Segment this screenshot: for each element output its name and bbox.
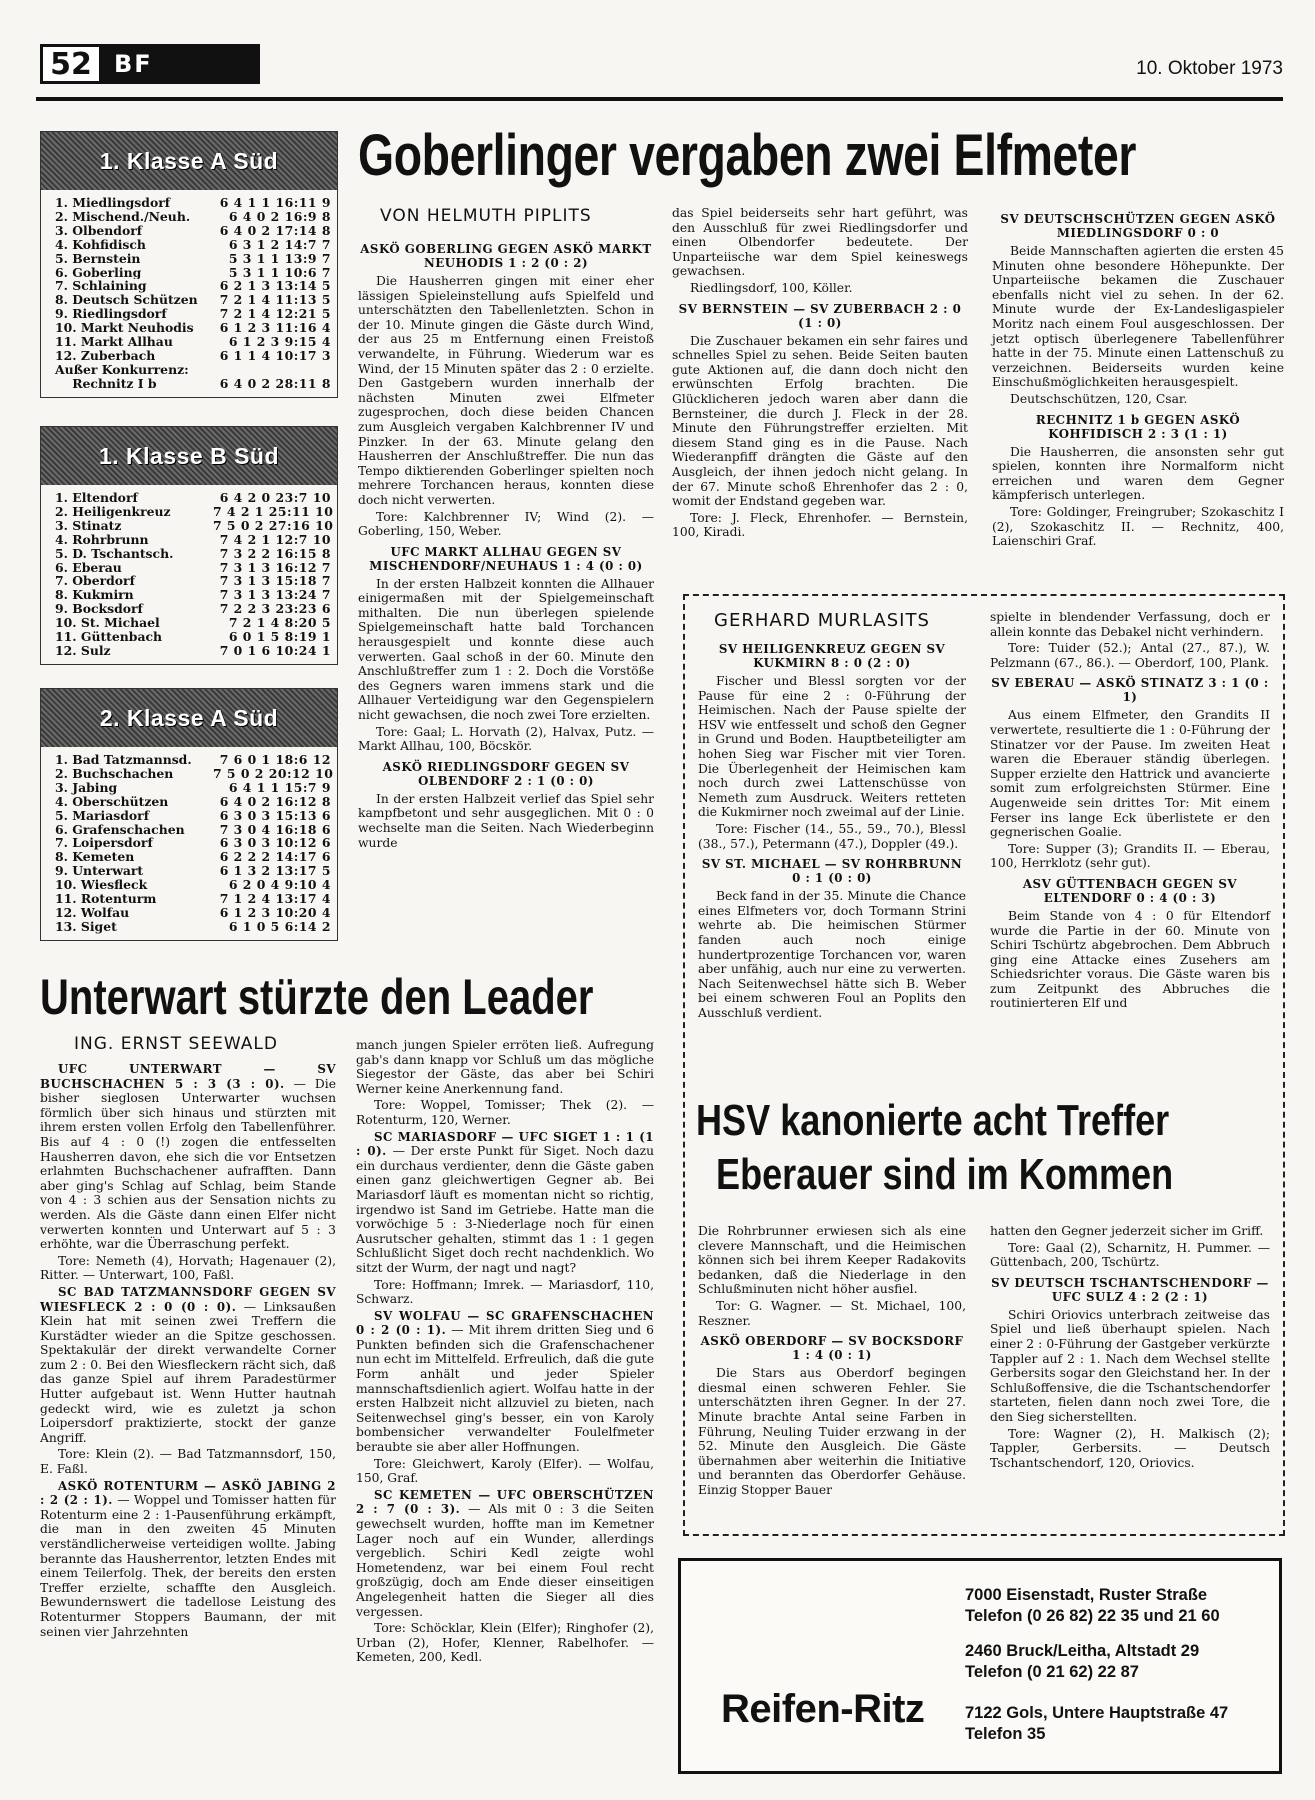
article-column — [992, 206, 1284, 551]
team-name: 12. Zuberbach — [55, 348, 156, 363]
paragraph: manch jungen Spieler erröten ließ. Aufregung gab's dann knapp vor Schluß um das mögliche Siegestor der Gäste, das aber bei Schiri Werner keine Anerkennung fand. — [356, 1038, 654, 1096]
paragraph: Tor: G. Wagner. — St. Michael, 100, Reszner. — [698, 1298, 966, 1328]
team-name: 10. Wiesfleck — [55, 878, 148, 893]
paragraph: Tore: Klein (2). — Bad Tatzmannsdorf, 150, E. Faßl. — [40, 1447, 336, 1477]
match-heading: SC KEMETEN — UFC OBERSCHÜTZEN 2 : 7 (0 : 3). — [356, 1487, 654, 1517]
team-stats: 6 2 2 2 14:17 6 — [219, 849, 331, 865]
standings-row — [55, 588, 331, 602]
article-column — [672, 206, 968, 542]
standings-row — [55, 307, 331, 321]
paragraph: Beide Mannschaften agierten die ersten 45 Minuten ohne besondere Höhepunkte. Der Unparteiische bekamen die Zuschauer ebenfalls nicht viel zu sehen. In der 62. Minute wurde der Ex-Landesligaspieler Moritz nach einem Foul ausgeschlossen. Der jetzt optisch überlegenere Tabellenführer hatte in der 75. Minute einen Lattenschuß zu verzeichnen. Beiderseits wurden keine Einschußmöglichkeiten herausgespielt. — [992, 244, 1284, 390]
match-report: SV WOLFAU — SC GRAFENSCHACHEN 0 : 2 (0 : 1). — Mit ihrem dritten Sieg und 6 Punkten befinden sich die Grafenschachener nun echt im Mittelfeld. Erfreulich, daß die gute Form anhält und jeder Spieler mannschaftsdienlich agiert. Wolfau hatte in der ersten Halbzeit nicht allzuviel zu bieten, nach Seitenwechsel ging's besser, ein von Karoly bombensicher verwandelter Foulelfmeter beraubte sie aber aller Hoffnungen. — [356, 1308, 654, 1455]
match-heading: ASKÖ GOBERLING GEGEN ASKÖ MARKT NEUHODIS 1 : 2 (0 : 2) — [360, 242, 652, 270]
paragraph: Tore: Hoffmann; Imrek. — Mariasdorf, 110, Schwarz. — [356, 1277, 654, 1307]
standings-title: 1. Klasse B Süd — [41, 427, 337, 485]
standings-row — [55, 765, 334, 781]
headline-eberauer: Eberauer sind im Kommen — [716, 1150, 1174, 1199]
team-name: 11. Markt Allhau — [55, 335, 173, 349]
team-stats: 7 1 2 4 13:17 4 — [219, 891, 331, 907]
article-column — [990, 610, 1270, 1013]
match-heading: SV ST. MICHAEL — SV ROHRBRUNN 0 : 1 (0 : 0) — [701, 857, 963, 886]
team-name: 2. Heiligenkreuz — [55, 504, 171, 519]
team-name: 4. Rohrbrunn — [55, 532, 149, 547]
team-stats: 6 3 1 2 14:7 7 — [228, 236, 331, 252]
team-name: 8. Deutsch Schützen — [55, 293, 198, 308]
standings-row — [55, 279, 331, 293]
ad-brand-logo: Reifen-Ritz — [721, 1687, 925, 1731]
team-name: 10. St. Michael — [55, 616, 160, 631]
standings-row — [55, 630, 331, 644]
team-name: 3. Jabing — [55, 780, 118, 795]
standings-table-2 — [40, 426, 338, 665]
standings-row — [55, 517, 334, 533]
standings-title: 1. Klasse A Süd — [41, 132, 337, 190]
paragraph: das Spiel beiderseits sehr hart geführt, was den Ausschluß für zwei Riedlingsdorfer und einen Olbendorfer bedeutete. Der Unparteiische war dem Spiel keineswegs gewachsen. — [672, 206, 968, 279]
paragraph: Tore: Gaal (2), Scharnitz, H. Pummer. — Güttenbach, 200, Tschürtz. — [990, 1240, 1270, 1270]
page-number: 52 — [40, 44, 102, 84]
byline: GERHARD MURLASITS — [714, 610, 930, 631]
article-column — [40, 1062, 336, 1641]
standings-row-extra — [55, 377, 331, 391]
match-heading: SV BERNSTEIN — SV ZUBERBACH 2 : 0 (1 : 0) — [678, 301, 962, 330]
team-name: 4. Kohfidisch — [55, 237, 146, 252]
team-name: 7. Schlaining — [55, 279, 147, 294]
team-name: 8. Kukmirn — [55, 588, 134, 603]
team-stats: 5 3 1 1 10:6 7 — [228, 264, 331, 280]
standings-row — [55, 210, 331, 224]
team-name: 4. Oberschützen — [55, 794, 169, 809]
paragraph: Riedlingsdorf, 100, Köller. — [690, 280, 853, 295]
team-name: 2. Mischend./Neuh. — [55, 209, 191, 224]
ad-address: 7000 Eisenstadt, Ruster Straße — [965, 1586, 1208, 1604]
section-label: BF — [102, 44, 260, 84]
team-stats: 6 2 0 4 9:10 4 — [228, 877, 331, 893]
standings-row — [55, 574, 331, 588]
match-heading: ASV GÜTTENBACH GEGEN SV ELTENDORF 0 : 4 (0 : 3) — [1022, 876, 1238, 905]
article-column — [356, 1038, 654, 1667]
team-name: 10. Markt Neuhodis — [55, 321, 194, 336]
match-heading: ASKÖ RIEDLINGSDORF GEGEN SV OLBENDORF 2 : 1 (0 : 0) — [382, 759, 630, 788]
standings-row — [55, 878, 331, 892]
standings-table-3 — [40, 688, 338, 941]
standings-body — [41, 190, 337, 397]
paragraph: Tore: Gaal; L. Horvath (2), Halvax, Putz. — Markt Allhau, 100, Böcskör. — [358, 724, 654, 754]
standings-row — [55, 321, 331, 335]
team-name: 1. Bad Tatzmannsd. — [55, 753, 192, 767]
match-heading: SV WOLFAU — SC GRAFENSCHACHEN 0 : 2 (0 : 1). — [356, 1308, 654, 1338]
paragraph: Tore: Fischer (14., 55., 59., 70.), Blessl (38., 57.), Petermann (47.), Doppler (49.). — [698, 821, 966, 851]
team-stats: 6 1 0 5 6:14 2 — [228, 918, 331, 934]
match-heading: UFC MARKT ALLHAU GEGEN SV MISCHENDORF/NEUHAUS 1 : 4 (0 : 0) — [369, 544, 643, 573]
team-stats: 6 4 0 2 16:9 8 — [228, 208, 331, 224]
paragraph: Die Hausherren, die ansonsten sehr gut spielen, konnten ihre Normalform nicht erreichen und waren dem Gegner kämpferisch unterlegen. — [992, 444, 1284, 503]
team-stats: 7 3 1 3 16:12 7 — [219, 559, 331, 575]
match-heading: RECHNITZ 1 b GEGEN ASKÖ KOHFIDISCH 2 : 3 (1 : 1) — [1035, 412, 1241, 441]
paragraph: hatten den Gegner jederzeit sicher im Griff. — [990, 1224, 1264, 1238]
team-stats: 7 3 1 3 15:18 7 — [219, 573, 331, 589]
team-stats: 7 0 1 6 10:24 1 — [219, 642, 331, 658]
standings-row — [55, 781, 331, 795]
paragraph: Die Zuschauer bekamen ein sehr faires und schnelles Spiel zu sehen. Beide Seiten bauten gute Aktionen auf, die dann doch nicht den erwünschten Erfolg brachten. Die Glücklicheren jedoch waren aber dann die Bernsteiner, die durch J. Fleck in der 28. Minute den Führungstreffer erzielten. Mit diesem Stand ging es in die Pause. Nach Wiederanpfiff drängten die Gäste auf den Ausgleich, der ihnen jedoch nicht gelang. In der 67. Minute schoß Ehrenhofer das 2 : 0, womit der Endstand gegeben war. — [672, 333, 968, 509]
team-name: 9. Unterwart — [55, 864, 144, 879]
match-heading: ASKÖ ROTENTURM — ASKÖ JABING 2 : 2 (2 : 1). — [40, 1478, 336, 1508]
standings-row — [55, 864, 331, 878]
team-stats: 7 5 0 2 27:16 10 — [213, 517, 334, 533]
standings-row — [55, 892, 331, 906]
team-stats: 7 4 2 1 25:11 10 — [213, 503, 334, 519]
team-stats: 7 2 1 4 12:21 5 — [219, 306, 331, 322]
team-stats: 6 1 2 3 9:15 4 — [228, 334, 331, 350]
standings-row — [55, 533, 331, 547]
standings-row — [55, 616, 331, 630]
team-stats: 6 1 1 4 10:17 3 — [219, 347, 331, 363]
match-report: SC MARIASDORF — UFC SIGET 1 : 1 (1 : 0). — Der erste Punkt für Siget. Noch dazu ein durchaus verdienter, denn die Gäste gaben einen ganz gleichwertigen Gegner ab. Bei Mariasdorf läuft es momentan nicht so richtig, irgendwo ist Sand im Getriebe. Hatte man die vorwöchige 5 : 3-Niederlage noch für einen Ausrutscher gehalten, stimmt das 1 : 1 gegen Schlußlicht Siget doch recht nachdenklich. Wo sitzt der Wurm, der nagt und nagt? — [356, 1129, 654, 1275]
team-stats: 5 3 1 1 13:9 7 — [228, 250, 331, 266]
headline-unterwart: Unterwart stürzte den Leader — [40, 969, 594, 1025]
standings-row — [55, 224, 331, 238]
paragraph: Die Stars aus Oberdorf begingen diesmal einen schweren Fehler. Sie unterschätzten ihren Gegner. In der 27. Minute brachte Antal seine Farben in Führung, Neuling Tuider erzwang in der 52. Minute den Ausgleich. Die Gäste übernahmen aber weiterhin die Initiative und berannten das Oberdorfer Gehäuse. Einzig Stopper Bauer — [698, 1366, 966, 1497]
standings-row — [55, 252, 331, 266]
team-name: 11. Rotenturm — [55, 892, 157, 906]
team-stats: 6 3 0 3 15:13 6 — [219, 807, 331, 823]
standings-row — [55, 266, 331, 280]
article-column — [698, 636, 966, 1022]
ad-phone: Telefon (0 21 62) 22 87 — [965, 1663, 1139, 1681]
paragraph: Die Rohrbrunner erwiesen sich als eine clevere Mannschaft, und die Heimischen können sich bei ihrem Keeper Radakovits bedanken, daß die Niederlage in den Schlußminuten nicht höher ausfiel. — [698, 1224, 966, 1297]
standings-row — [55, 809, 331, 823]
paragraph: Tore: Wagner (2), H. Malkisch (2); Tappler, Gerbersits. — Deutsch Tschantschendorf, 120, Oriovics. — [990, 1426, 1270, 1470]
team-name: 12. Sulz — [55, 643, 111, 658]
standings-row — [55, 795, 331, 809]
standings-row — [55, 293, 331, 307]
paragraph: In der ersten Halbzeit konnten die Allhauer einigermaßen mit der Spielgemeinschaft mithalten. Die nun überlegen spielende Spielgemeinschaft hatte bald Torchancen herausgespielt und konnte diese auch verwerten. Gaal schoß in der 60. Minute den Anschlußtreffer zum 1 : 2. Doch die Vorstöße des Gegners waren immens stark und die Allhauer Verteidigung war den Gegenspielern nicht gewachsen, die noch zwei Tore erzielten. — [358, 576, 654, 723]
paragraph: Tore: Tuider (52.); Antal (27., 87.), W. Pelzmann (67., 86.). — Oberdorf, 100, Plank. — [990, 641, 1270, 670]
paragraph: Schiri Oriovics unterbrach zeitweise das Spiel und ließ überhaupt spielen. Nach einer 2 : 0-Führung der Gastgeber verkürzte Tappler auf 2 : 1. Nach dem Wechsel stellte Gerbersits sogar den Gleichstand her. In der Schlußoffensive, die die Tschantschendorfer starteten, fielen dann noch zwei Tore, die den Sieg sicherstellten. — [990, 1307, 1270, 1424]
match-heading: SV HEILIGENKREUZ GEGEN SV KUKMIRN 8 : 0 (2 : 0) — [718, 642, 946, 670]
match-report: SC BAD TATZMANNSDORF GEGEN SV WIESFLECK 2 : 0 (0 : 0). — Linksaußen Klein hat mit seinen zwei Treffern die Kurstädter wieder an die Spitze geschossen. Spektakulär der direkt verwandelte Corner zum 2 : 0. Bei den Wiesfleckern rächt sich, daß das ganze Spiel auf ihrem Paradestürmer Hutter aufgebaut ist. Wenn Hutter hautnah gedeckt wird, wie es zuletzt ja schon Loipersdorf praktizierte, stockt der ganze Angriff. — [40, 1284, 336, 1445]
team-stats: 6 0 1 5 8:19 1 — [228, 629, 331, 645]
team-name: 11. Güttenbach — [55, 630, 163, 644]
team-stats: 6 1 2 3 10:20 4 — [219, 904, 331, 920]
standings-row — [55, 906, 331, 920]
byline: VON HELMUTH PIPLITS — [380, 206, 592, 226]
match-report: ASKÖ ROTENTURM — ASKÖ JABING 2 : 2 (2 : 1). — Woppel und Tomisser hatten für Rotenturm eine 2 : 1-Pausenführung erkämpft, die man in den zweiten 45 Minuten verständlicherweise verteidigen wollte. Jabing berannte das Hausherrentor, letzten Endes mit einem Teilerfolg. Thek, der bereits den ersten Treffer erzielte, schaffte den Ausgleich. Bewundernswert die tadellose Leistung des Rotenturmer Stoppers Baumann, der mit seinen vier Jahrzehnten — [40, 1478, 336, 1639]
advertisement-reifen-ritz — [678, 1558, 1282, 1774]
paragraph: Beim Stande von 4 : 0 für Eltendorf wurde die Partie in der 60. Minute von Schiri Tschürtz abgebrochen. Dem Abbruch ging eine Attacke eines Zusehers am Schiedsrichter voraus. Die Gäste waren bis zum Zeitpunkt des Abbruches die routinierteren Elf und — [990, 908, 1270, 1011]
team-stats: 7 3 1 3 13:24 7 — [219, 587, 331, 603]
match-heading: ASKÖ OBERDORF — SV BOCKSDORF 1 : 4 (0 : 1) — [700, 1334, 964, 1363]
paragraph: Tore: J. Fleck, Ehrenhofer. — Bernstein, 100, Kiradi. — [672, 510, 968, 540]
team-stats: 6 3 0 3 10:12 6 — [219, 835, 331, 851]
team-name: 5. D. Tschantsch. — [55, 546, 174, 561]
ad-address: 7122 Gols, Untere Hauptstraße 47 — [965, 1704, 1229, 1722]
standings-row — [55, 920, 331, 934]
article-column — [698, 1224, 966, 1500]
team-name: 2. Buchschachen — [55, 766, 174, 781]
team-stats: 7 2 1 4 8:20 5 — [228, 615, 331, 631]
standings-body — [41, 747, 337, 940]
match-report: SC KEMETEN — UFC OBERSCHÜTZEN 2 : 7 (0 : 3). — Als mit 0 : 3 die Seiten gewechselt wurden, hoffte man im Kemetner Lager noch auf ein Wunder, allerdings vergeblich. Schiri Kedl zeigte wohl Hometendenz, war bei einem Foul recht großzügig, doch am Ende dieser einseitigen Angelegenheit hatten die Sieger all dies vergessen. — [356, 1487, 654, 1619]
standings-row — [55, 850, 331, 864]
paragraph: spielte in blendender Verfassung, doch er allein konnte das Debakel nicht verhindern. — [990, 610, 1270, 639]
standings-row — [55, 823, 331, 837]
team-stats: 6 4 1 1 15:7 9 — [228, 779, 331, 795]
paragraph: Tore: Kalchbrenner IV; Wind (2). — Goberling, 150, Weber. — [358, 509, 654, 539]
match-report: UFC UNTERWART — SV BUCHSCHACHEN 5 : 3 (3 : 0). — Die bisher sieglosen Unterwarter wuchsen förmlich über sich hinaus und stürzten mit ihrem ersten vollen Erfolg den Tabellenführer. Bis auf 4 : 0 (!) zogen die entfesselten Hausherren davon, ehe sich die vor Entsetzen erlahmten Buchschachener aufrafften. Dann aber ging's Schlag auf Schlag, beim Stande von 4 : 3 schien aus der Sensation nichts zu werden. Als die Gäste dann einen Elfer nicht verwerten konnten und Unterwart auf 5 : 3 erhöhte, war die Überraschung perfekt. — [40, 1062, 336, 1252]
team-stats: 7 5 0 2 20:12 10 — [213, 765, 334, 781]
paragraph: Die Hausherren gingen mit einer eher lässigen Spieleinstellung aufs Spielfeld und unterschätzten den Tabellenletzten. Schon in der 10. Minute gingen die Gäste durch Wind, der aus 25 m Entfernung einen Freistoß verwandelte, in Führung. Wiederum war es Wind, der 15 Minuten später das 2 : 0 erzielte. Den Gastgebern wurden innerhalb der nächsten Minuten zwei Elfmeter zugesprochen, doch diese beiden Chancen zum Ausgleich vergaben Kalchbrenner IV und Pinzker. In der 63. Minute gelang den Hausherren der Anschlußtreffer. Die nun das Tempo diktierenden Goberlinger spielten noch mehrere Torchancen heraus, konnten diese doch nicht verwerten. — [358, 274, 654, 507]
team-name: 12. Wolfau — [55, 905, 130, 920]
standings-table-1 — [40, 131, 338, 398]
team-name: 1. Miedlingsdorf — [55, 196, 171, 210]
team-stats: 6 4 0 2 16:12 8 — [219, 793, 331, 809]
team-stats: 7 2 2 3 23:23 6 — [219, 601, 331, 617]
team-name: 7. Oberdorf — [55, 574, 135, 589]
standings-row — [55, 836, 331, 850]
team-name: 5. Mariasdorf — [55, 808, 150, 823]
match-heading: SV EBERAU — ASKÖ STINATZ 3 : 1 (0 : 1) — [991, 676, 1269, 705]
paragraph: Fischer und Blessl sorgten vor der Pause für eine 2 : 0-Führung der Heimischen. Nach der Pause spielte der HSV wie entfesselt und schoß den Gegner in Grund und Boden. Hauptbeteiligter am hohen Sieg war Fischer mit vier Toren. Die Überlegenheit der Heimischen kam noch durch zwei Lattenschüsse von Nemeth zum Ausdruck. Weiters retteten die Kukmirner noch zweimal auf der Linie. — [698, 674, 966, 820]
team-name: 13. Siget — [55, 919, 117, 934]
standings-row — [55, 196, 331, 210]
paragraph: Tore: Nemeth (4), Horvath; Hagenauer (2), Ritter. — Unterwart, 100, Faßl. — [40, 1253, 336, 1283]
article-column — [990, 1224, 1270, 1472]
paragraph: In der ersten Halbzeit verlief das Spiel sehr kampfbetont und sehr ausgeglichen. Mit 0 : 0 wechselte man die Seiten. Nach Wiederbeginn wurde — [358, 791, 654, 850]
paragraph: Tore: Schöcklar, Klein (Elfer); Ringhofer (2), Urban (2), Hofer, Klenner, Rabelhofer. — Kemeten, 200, Kedl. — [356, 1621, 654, 1665]
standings-row — [55, 491, 331, 505]
team-name: 6. Goberling — [55, 265, 142, 280]
headline-hsv: HSV kanonierte acht Treffer — [696, 1096, 1170, 1145]
standings-row — [55, 753, 331, 767]
team-stats: 7 3 0 4 16:18 6 — [219, 821, 331, 837]
match-heading: SC MARIASDORF — UFC SIGET 1 : 1 (1 : 0). — [356, 1129, 654, 1159]
issue-date: 10. Oktober 1973 — [1136, 58, 1283, 79]
ad-address: 2460 Bruck/Leitha, Altstadt 29 — [965, 1642, 1200, 1660]
paragraph: Tore: Gleichwert, Karoly (Elfer). — Wolfau, 150, Graf. — [356, 1456, 654, 1486]
team-name: Rechnitz I b — [55, 376, 157, 391]
team-name: 9. Bocksdorf — [55, 602, 143, 617]
paragraph: Aus einem Elfmeter, den Grandits II verwertete, resultierte die 1 : 0-Führung der Stinatzer vor der Pause. Im zweiten Heat waren die Eberauer ständig überlegen. Supper erzielte den Hattrick und avancierte somit zum erfolgreichsten Stürmer. Eine Augenweide sein drittes Tor: Mit einem Ferser ins lange Eck überlistete er den gegnerischen Goalie. — [990, 708, 1270, 840]
match-heading: SC BAD TATZMANNSDORF GEGEN SV WIESFLECK 2 : 0 (0 : 0). — [40, 1284, 336, 1314]
standings-row — [55, 335, 331, 349]
team-name: 1. Eltendorf — [55, 491, 138, 505]
team-stats: 6 1 3 2 13:17 5 — [219, 863, 331, 879]
match-heading: SV DEUTSCHSCHÜTZEN GEGEN ASKÖ MIEDLINGSDORF 0 : 0 — [1000, 212, 1276, 240]
team-name: 3. Olbendorf — [55, 223, 143, 238]
standings-row — [55, 602, 331, 616]
standings-note: Außer Konkurrenz: — [55, 361, 189, 377]
team-name: 6. Eberau — [55, 560, 122, 575]
team-stats: 6 1 2 3 11:16 4 — [219, 320, 331, 336]
team-stats: 6 4 0 2 28:11 8 — [219, 375, 331, 391]
team-name: 5. Bernstein — [55, 251, 141, 266]
standings-row — [55, 349, 331, 363]
team-stats: 6 4 1 1 16:11 9 — [219, 195, 331, 210]
team-stats: 7 3 2 2 16:15 8 — [219, 545, 331, 561]
team-stats: 7 4 2 1 12:7 10 — [219, 531, 331, 547]
header-rule — [36, 97, 1283, 101]
team-name: 6. Grafenschachen — [55, 822, 185, 837]
team-stats: 6 2 1 3 13:14 5 — [219, 278, 331, 294]
article-column — [358, 236, 654, 852]
standings-row — [55, 238, 331, 252]
team-name: 7. Loipersdorf — [55, 836, 153, 851]
standings-row — [55, 644, 331, 658]
paragraph: Tore: Supper (3); Grandits II. — Eberau, 100, Herrklotz (sehr gut). — [990, 841, 1270, 871]
standings-title: 2. Klasse A Süd — [41, 689, 337, 747]
headline-goberlinger: Goberlinger vergaben zwei Elfmeter — [358, 123, 1137, 188]
team-stats: 7 6 0 1 18:6 12 — [219, 752, 331, 767]
standings-body — [41, 485, 337, 664]
team-stats: 6 4 2 0 23:7 10 — [219, 490, 331, 505]
paragraph: Deutschschützen, 120, Csar. — [1010, 391, 1188, 406]
team-name: 8. Kemeten — [55, 850, 135, 865]
standings-row — [55, 561, 331, 575]
team-stats: 7 2 1 4 11:13 5 — [219, 292, 331, 308]
ad-phone: Telefon 35 — [965, 1725, 1046, 1743]
match-heading: SV DEUTSCH TSCHANTSCHENDORF — UFC SULZ 4 : 2 (2 : 1) — [991, 1275, 1269, 1304]
team-name: 3. Stinatz — [55, 518, 122, 533]
paragraph: Tore: Woppel, Tomisser; Thek (2). — Rotenturm, 120, Werner. — [356, 1098, 654, 1127]
team-stats: 6 4 0 2 17:14 8 — [219, 222, 331, 238]
match-heading: UFC UNTERWART — SV BUCHSCHACHEN 5 : 3 (3 : 0). — [40, 1062, 336, 1091]
standings-row — [55, 503, 334, 519]
paragraph: Beck fand in der 35. Minute die Chance eines Elfmeters vor, doch Tormann Strini wehrte ab. Die heimischen Stürmer fanden auch noch einige hundertprozentige Torchancen vor, waren aber unfähig, auch nur eine zu verwerten. Nach Seitenwechsel hätte sich B. Weber bei einem schweren Foul an Poplits den Ausschluß verdient. — [698, 889, 966, 1020]
team-name: 9. Riedlingsdorf — [55, 307, 167, 322]
byline: ING. ERNST SEEWALD — [74, 1034, 278, 1054]
standings-row — [55, 547, 331, 561]
paragraph: Tore: Goldinger, Freingruber; Szokaschitz I (2), Szokaschitz II. — Rechnitz, 400, Laienschiri Graf. — [992, 504, 1284, 549]
ad-phone: Telefon (0 26 82) 22 35 und 21 60 — [965, 1607, 1220, 1625]
